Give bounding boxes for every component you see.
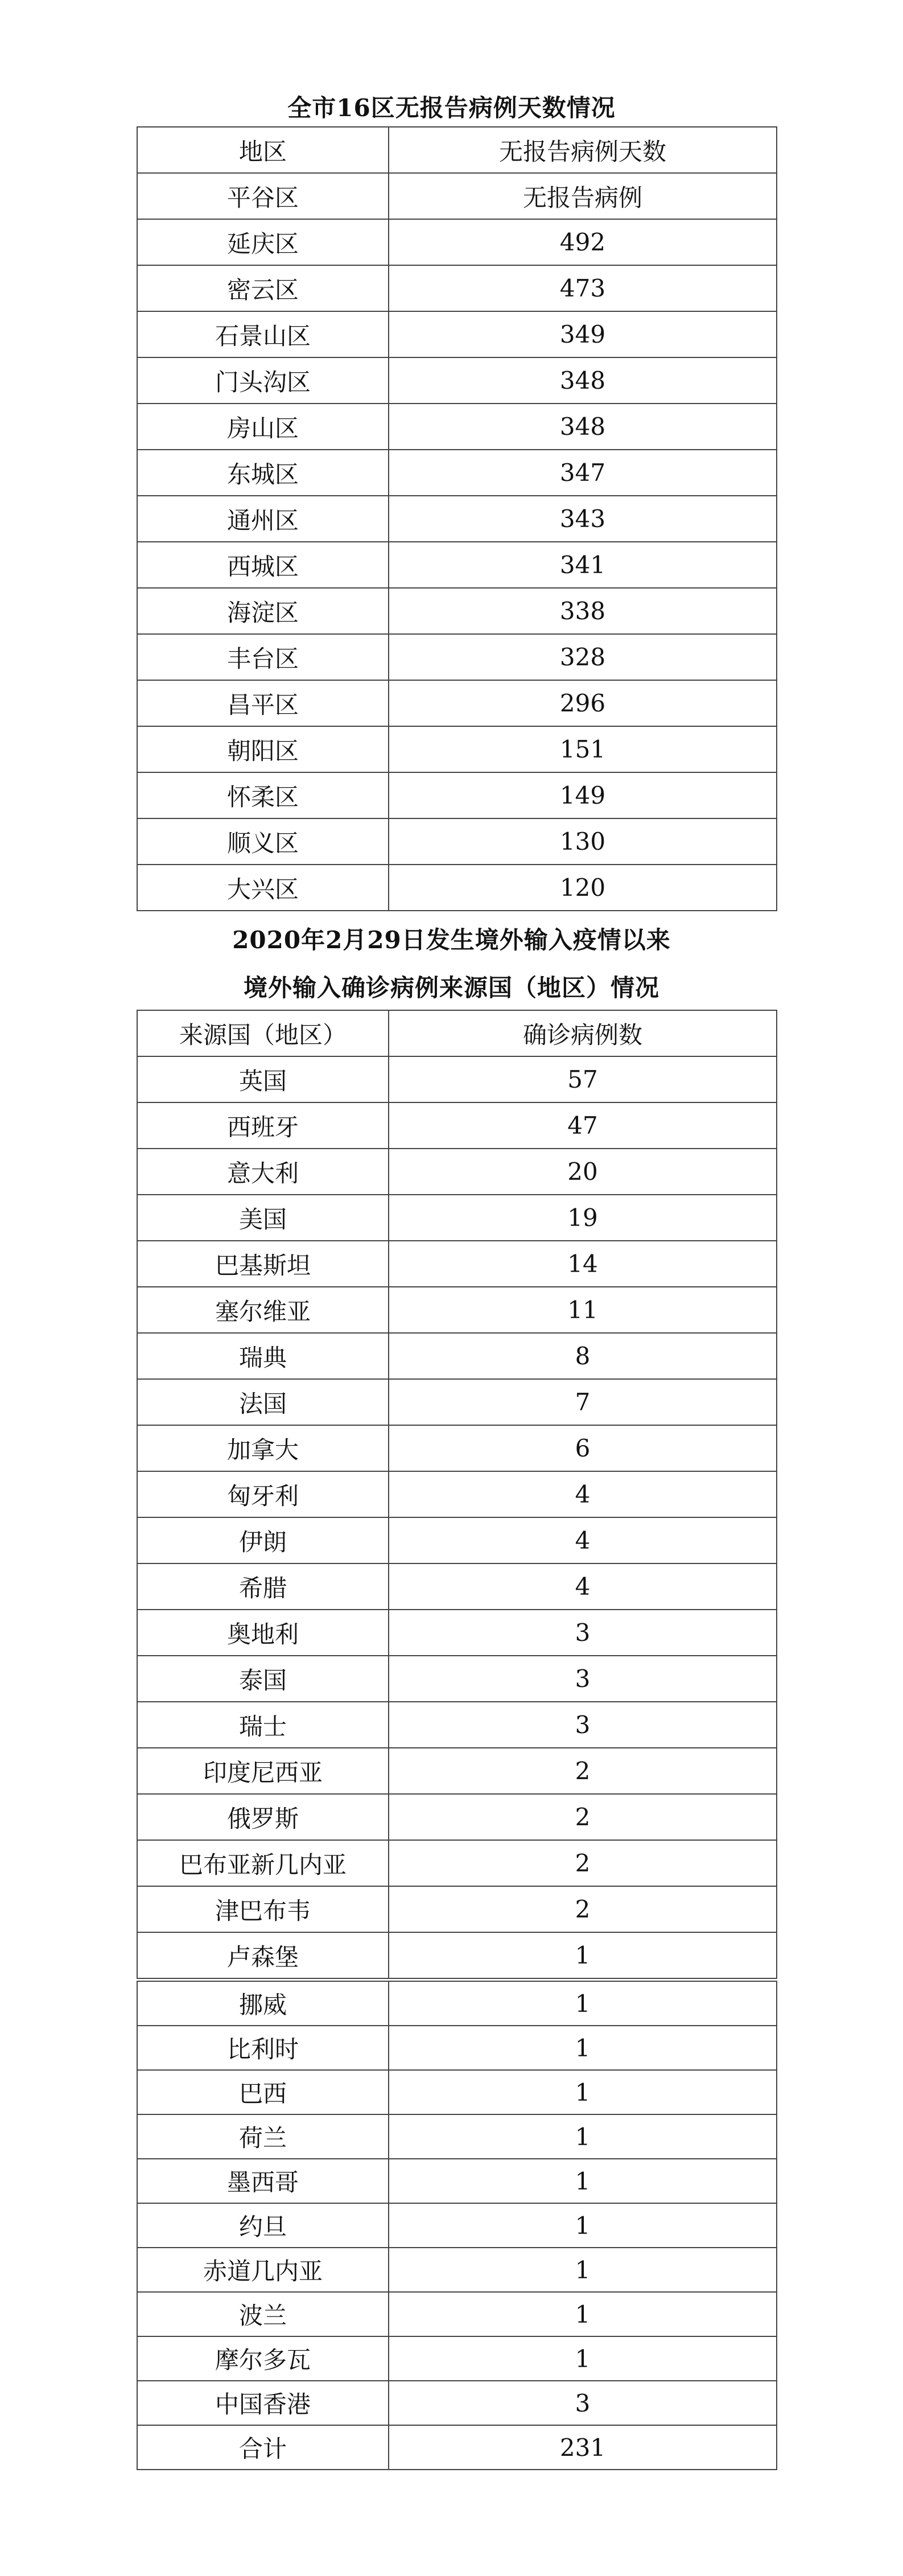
region-cell: 石景山区 [137, 311, 389, 357]
table-row [137, 634, 777, 680]
imported-cases-table-continued [137, 1981, 777, 2470]
region-cell: 伊朗 [137, 1517, 389, 1563]
region-cell: 卢森堡 [137, 1932, 389, 1978]
value-cell: 328 [389, 634, 777, 680]
table-row [137, 1241, 777, 1287]
value-cell: 57 [389, 1056, 777, 1102]
region-cell: 房山区 [137, 404, 389, 450]
region-cell: 门头沟区 [137, 357, 389, 404]
table-row [137, 1287, 777, 1333]
value-cell: 473 [389, 265, 777, 311]
region-cell: 大兴区 [137, 865, 389, 911]
region-cell: 瑞士 [137, 1702, 389, 1748]
header-row [137, 127, 777, 173]
value-cell: 1 [389, 2336, 777, 2381]
region-cell: 巴布亚新几内亚 [137, 1840, 389, 1886]
value-cell: 343 [389, 496, 777, 542]
region-cell: 西城区 [137, 542, 389, 588]
value-cell: 7 [389, 1379, 777, 1425]
no-case-days-table [137, 126, 777, 911]
value-cell: 4 [389, 1563, 777, 1610]
table-row [137, 1425, 777, 1471]
region-cell: 墨西哥 [137, 2159, 389, 2203]
value-cell: 3 [389, 1656, 777, 1702]
value-cell: 3 [389, 1702, 777, 1748]
region-cell: 波兰 [137, 2292, 389, 2336]
table-row [137, 1932, 777, 1978]
table-row [137, 588, 777, 634]
value-cell: 1 [389, 1932, 777, 1978]
table-row [137, 1379, 777, 1425]
value-cell: 3 [389, 2381, 777, 2425]
region-cell: 约旦 [137, 2203, 389, 2248]
value-cell: 348 [389, 357, 777, 404]
value-cell: 231 [389, 2425, 777, 2470]
value-cell: 6 [389, 1425, 777, 1471]
region-cell: 法国 [137, 1379, 389, 1425]
value-cell: 2 [389, 1794, 777, 1840]
region-cell: 丰台区 [137, 634, 389, 680]
region-cell: 巴西 [137, 2070, 389, 2114]
region-cell: 比利时 [137, 2026, 389, 2070]
table-row [137, 1056, 777, 1102]
table-row [137, 404, 777, 450]
region-cell: 泰国 [137, 1656, 389, 1702]
imported-cases-table [137, 1010, 777, 1979]
table-row [137, 265, 777, 311]
table-row [137, 680, 777, 726]
region-cell: 津巴布韦 [137, 1886, 389, 1932]
table2-title-line2: 境外输入确诊病例来源国（地区）情况 [243, 974, 659, 1002]
table-row [137, 496, 777, 542]
region-cell: 荷兰 [137, 2114, 389, 2159]
region-cell: 加拿大 [137, 1425, 389, 1471]
value-cell: 4 [389, 1517, 777, 1563]
table-row [137, 1610, 777, 1656]
table-row [137, 542, 777, 588]
table-row [137, 865, 777, 911]
table-row [137, 1656, 777, 1702]
value-cell: 1 [389, 2114, 777, 2159]
table-row [137, 1840, 777, 1886]
region-cell: 海淀区 [137, 588, 389, 634]
value-cell: 347 [389, 450, 777, 496]
region-cell: 密云区 [137, 265, 389, 311]
region-cell: 英国 [137, 1056, 389, 1102]
region-cell: 平谷区 [137, 173, 389, 219]
table-row [137, 311, 777, 357]
table-row [137, 1517, 777, 1563]
header-row [137, 1010, 777, 1056]
value-cell: 1 [389, 2203, 777, 2248]
value-cell: 20 [389, 1149, 777, 1195]
value-cell: 3 [389, 1610, 777, 1656]
region-cell: 瑞典 [137, 1333, 389, 1379]
value-cell: 14 [389, 1241, 777, 1287]
table-row [137, 2425, 777, 2470]
value-cell: 1 [389, 2292, 777, 2336]
value-cell: 8 [389, 1333, 777, 1379]
table-row [137, 2159, 777, 2203]
region-cell: 东城区 [137, 450, 389, 496]
table2-title-line1: 2020年2月29日发生境外输入疫情以来 [232, 926, 671, 954]
table-row [137, 818, 777, 865]
value-cell: 1 [389, 2248, 777, 2292]
header-cell-value: 无报告病例天数 [389, 127, 777, 173]
region-cell: 西班牙 [137, 1102, 389, 1149]
table-row [137, 2114, 777, 2159]
region-cell: 中国香港 [137, 2381, 389, 2425]
table-row [137, 2203, 777, 2248]
header-cell-region: 来源国（地区） [137, 1010, 389, 1056]
region-cell: 通州区 [137, 496, 389, 542]
value-cell: 2 [389, 1748, 777, 1794]
header-cell-region: 地区 [137, 127, 389, 173]
table-row [137, 1748, 777, 1794]
table1-title: 全市16区无报告病例天数情况 [287, 94, 616, 122]
region-cell: 俄罗斯 [137, 1794, 389, 1840]
table-row [137, 450, 777, 496]
table-row [137, 2248, 777, 2292]
value-cell: 1 [389, 2026, 777, 2070]
value-cell: 492 [389, 219, 777, 265]
table-row [137, 2336, 777, 2381]
region-cell: 赤道几内亚 [137, 2248, 389, 2292]
region-cell: 朝阳区 [137, 726, 389, 772]
region-cell: 延庆区 [137, 219, 389, 265]
table-row [137, 1702, 777, 1748]
table-row [137, 2070, 777, 2114]
value-cell: 无报告病例 [389, 173, 777, 219]
region-cell: 希腊 [137, 1563, 389, 1610]
table-row [137, 2292, 777, 2336]
table-row [137, 2381, 777, 2425]
region-cell: 奥地利 [137, 1610, 389, 1656]
table-row [137, 1471, 777, 1517]
table-row [137, 1333, 777, 1379]
value-cell: 338 [389, 588, 777, 634]
table-row [137, 726, 777, 772]
value-cell: 348 [389, 404, 777, 450]
table-row [137, 2026, 777, 2070]
region-cell: 意大利 [137, 1149, 389, 1195]
table-row [137, 173, 777, 219]
region-cell: 顺义区 [137, 818, 389, 865]
value-cell: 47 [389, 1102, 777, 1149]
table-row [137, 1981, 777, 2026]
value-cell: 11 [389, 1287, 777, 1333]
value-cell: 149 [389, 772, 777, 818]
region-cell: 匈牙利 [137, 1471, 389, 1517]
region-cell: 摩尔多瓦 [137, 2336, 389, 2381]
region-cell: 巴基斯坦 [137, 1241, 389, 1287]
region-cell: 昌平区 [137, 680, 389, 726]
table-row [137, 357, 777, 404]
table-row [137, 1886, 777, 1932]
value-cell: 151 [389, 726, 777, 772]
table-row [137, 1794, 777, 1840]
region-cell: 塞尔维亚 [137, 1287, 389, 1333]
value-cell: 4 [389, 1471, 777, 1517]
value-cell: 2 [389, 1840, 777, 1886]
region-cell: 合计 [137, 2425, 389, 2470]
region-cell: 挪威 [137, 1981, 389, 2026]
table-row [137, 219, 777, 265]
table-row [137, 1149, 777, 1195]
value-cell: 296 [389, 680, 777, 726]
value-cell: 341 [389, 542, 777, 588]
value-cell: 349 [389, 311, 777, 357]
region-cell: 美国 [137, 1195, 389, 1241]
value-cell: 19 [389, 1195, 777, 1241]
table-row [137, 1195, 777, 1241]
value-cell: 1 [389, 1981, 777, 2026]
region-cell: 印度尼西亚 [137, 1748, 389, 1794]
value-cell: 1 [389, 2070, 777, 2114]
value-cell: 2 [389, 1886, 777, 1932]
header-cell-value: 确诊病例数 [389, 1010, 777, 1056]
value-cell: 1 [389, 2159, 777, 2203]
table-row [137, 1102, 777, 1149]
table-row [137, 772, 777, 818]
region-cell: 怀柔区 [137, 772, 389, 818]
value-cell: 130 [389, 818, 777, 865]
table-row [137, 1563, 777, 1610]
value-cell: 120 [389, 865, 777, 911]
